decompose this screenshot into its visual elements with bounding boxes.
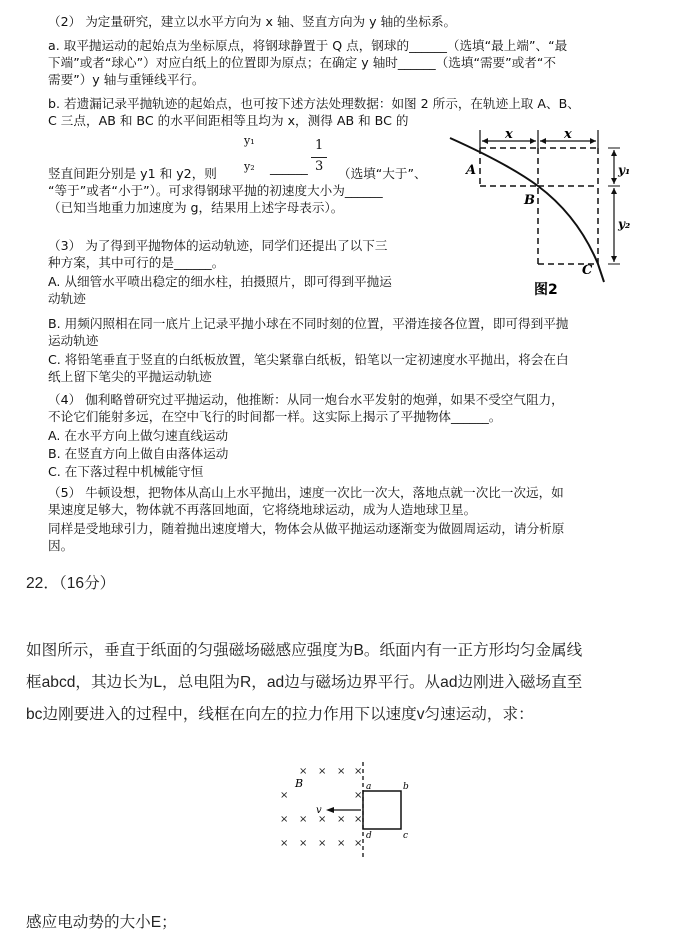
field-cross-mark: × xyxy=(354,766,363,777)
part4-option-a: A. 在水平方向上做匀速直线运动 xyxy=(48,428,229,443)
part2-b-line5: （已知当地重力加速度为 g，结果用上述字母表示）。 xyxy=(48,200,344,215)
part3-option-a1: A. 从细管水平喷出稳定的细水柱，拍摄照片，即可得到平抛运 xyxy=(48,274,392,289)
part3-option-b2: 运动轨迹 xyxy=(48,333,99,348)
field-cross-mark: × xyxy=(337,838,346,849)
part5-line4: 因。 xyxy=(48,538,74,553)
question-22-header: 22．（16分） xyxy=(26,575,116,592)
fraction-denominator: 3 xyxy=(315,159,324,174)
field-cross-mark: × xyxy=(354,814,363,825)
part2-b-line2: C 三点，AB 和 BC 的水平间距相等且均为 x，测得 AB 和 BC 的 xyxy=(48,113,409,128)
label-x2: x xyxy=(564,127,572,142)
field-cross-mark: × xyxy=(299,838,308,849)
part5-line1: （5） 牛顿设想，把物体从高山上水平抛出，速度一次比一次大，落地点就一次比一次远，如 xyxy=(48,485,564,500)
label-point-c: C xyxy=(582,263,593,278)
part3-option-a2: 动轨迹 xyxy=(48,291,86,306)
field-cross-mark: × xyxy=(299,814,308,825)
question-22-ask-emf: 感应电动势的大小E； xyxy=(26,914,177,931)
label-corner-b: b xyxy=(403,782,409,792)
part2-a-line2: 下端”或者“球心”）对应白纸上的位置即为原点；在确定 y 轴时______（选填“需要”或者“不 xyxy=(48,55,556,70)
part3-option-c1: C. 将铅笔垂直于竖直的白纸板放置，笔尖紧靠白纸板，铅笔以一定初速度水平抛出，将会在白 xyxy=(48,352,569,367)
part3-option-c2: 纸上留下笔尖的平抛运动轨迹 xyxy=(48,369,212,384)
field-cross-mark: × xyxy=(280,814,289,825)
question-22-para3: bc边刚要进入的过程中，线框在向左的拉力作用下以速度v匀速运动，求： xyxy=(26,706,534,723)
part4-line1: （4） 伽利略曾研究过平抛运动，他推断：从同一炮台水平发射的炮弹，如果不受空气阻力， xyxy=(48,392,564,407)
part2-b-line3-post: （选填“大于”、 xyxy=(338,166,427,181)
part2-a-line3: 需要”）y 轴与重锤线平行。 xyxy=(48,72,205,87)
label-y1: y₁ xyxy=(618,163,631,177)
label-velocity: v xyxy=(316,805,322,816)
part2-b-line4: “等于”或者“小于”）。可求得钢球平抛的初速度大小为______ xyxy=(48,183,383,198)
question-22-para1: 如图所示，垂直于纸面的匀强磁场磁感应强度为B。纸面内有一正方形均匀金属线 xyxy=(26,642,583,659)
figure-2-trajectory xyxy=(448,124,648,302)
part2-b-line1: b. 若遗漏记录平抛轨迹的起始点，也可按下述方法处理数据：如图 2 所示，在轨迹上取 A、B、 xyxy=(48,96,580,111)
label-point-b: B xyxy=(524,193,535,208)
part3-line1: （3） 为了得到平抛物体的运动轨迹，同学们还提出了以下三 xyxy=(48,238,388,253)
question-22-para2: 框abcd，其边长为L，总电阻为R，ad边与磁场边界平行。从ad边刚进入磁场直至 xyxy=(26,674,583,691)
label-y2: y₂ xyxy=(618,217,631,231)
figure-2-caption: 图2 xyxy=(534,282,558,298)
field-cross-mark: × xyxy=(337,766,346,777)
field-cross-mark: × xyxy=(354,838,363,849)
ratio-denominator: y₂ xyxy=(244,160,255,173)
label-x1: x xyxy=(505,127,513,142)
part2-b-line3: 竖直间距分别是 y1 和 y2，则 xyxy=(48,166,217,181)
label-corner-d: d xyxy=(366,831,372,841)
fraction-bar xyxy=(311,157,327,158)
part4-line2: 不论它们能射多远，在空中飞行的时间都一样。这实际上揭示了平抛物体______。 xyxy=(48,409,502,424)
field-cross-mark: × xyxy=(318,838,327,849)
part4-option-c: C. 在下落过程中机械能守恒 xyxy=(48,464,204,479)
label-field-b: B xyxy=(295,777,304,790)
field-cross-mark: × xyxy=(318,814,327,825)
label-corner-c: c xyxy=(403,831,409,841)
field-cross-mark: × xyxy=(280,790,289,801)
field-cross-mark: × xyxy=(318,766,327,777)
fraction-numerator: 1 xyxy=(315,138,324,153)
part5-line3: 同样是受地球引力，随着抛出速度增大，物体会从做平抛运动逐渐变为做圆周运动，请分析原 xyxy=(48,521,565,536)
part4-option-b: B. 在竖直方向上做自由落体运动 xyxy=(48,446,229,461)
part2-a-line1: a. 取平抛运动的起始点为坐标原点，将钢球静置于 Q 点，钢球的______（选填“最上端”、“最 xyxy=(48,38,568,53)
part3-line2: 种方案，其中可行的是______。 xyxy=(48,255,225,270)
figure-magnetic-field xyxy=(272,758,432,864)
field-cross-mark: × xyxy=(354,790,363,801)
field-cross-mark: × xyxy=(280,838,289,849)
part2-intro: （2） 为定量研究，建立以水平方向为 x 轴、竖直方向为 y 轴的坐标系。 xyxy=(48,14,457,29)
label-corner-a: a xyxy=(366,782,372,792)
part3-option-b1: B. 用频闪照相在同一底片上记录平抛小球在不同时刻的位置，平滑连接各位置，即可得到平抛 xyxy=(48,316,569,331)
field-cross-mark: × xyxy=(337,814,346,825)
part5-line2: 果速度足够大，物体就不再落回地面，它将绕地球运动，成为人造地球卫星。 xyxy=(48,502,477,517)
field-cross-mark: × xyxy=(299,766,308,777)
label-point-a: A xyxy=(466,163,477,178)
ratio-blank: ______ xyxy=(270,160,308,175)
ratio-numerator: y₁ xyxy=(244,134,255,147)
